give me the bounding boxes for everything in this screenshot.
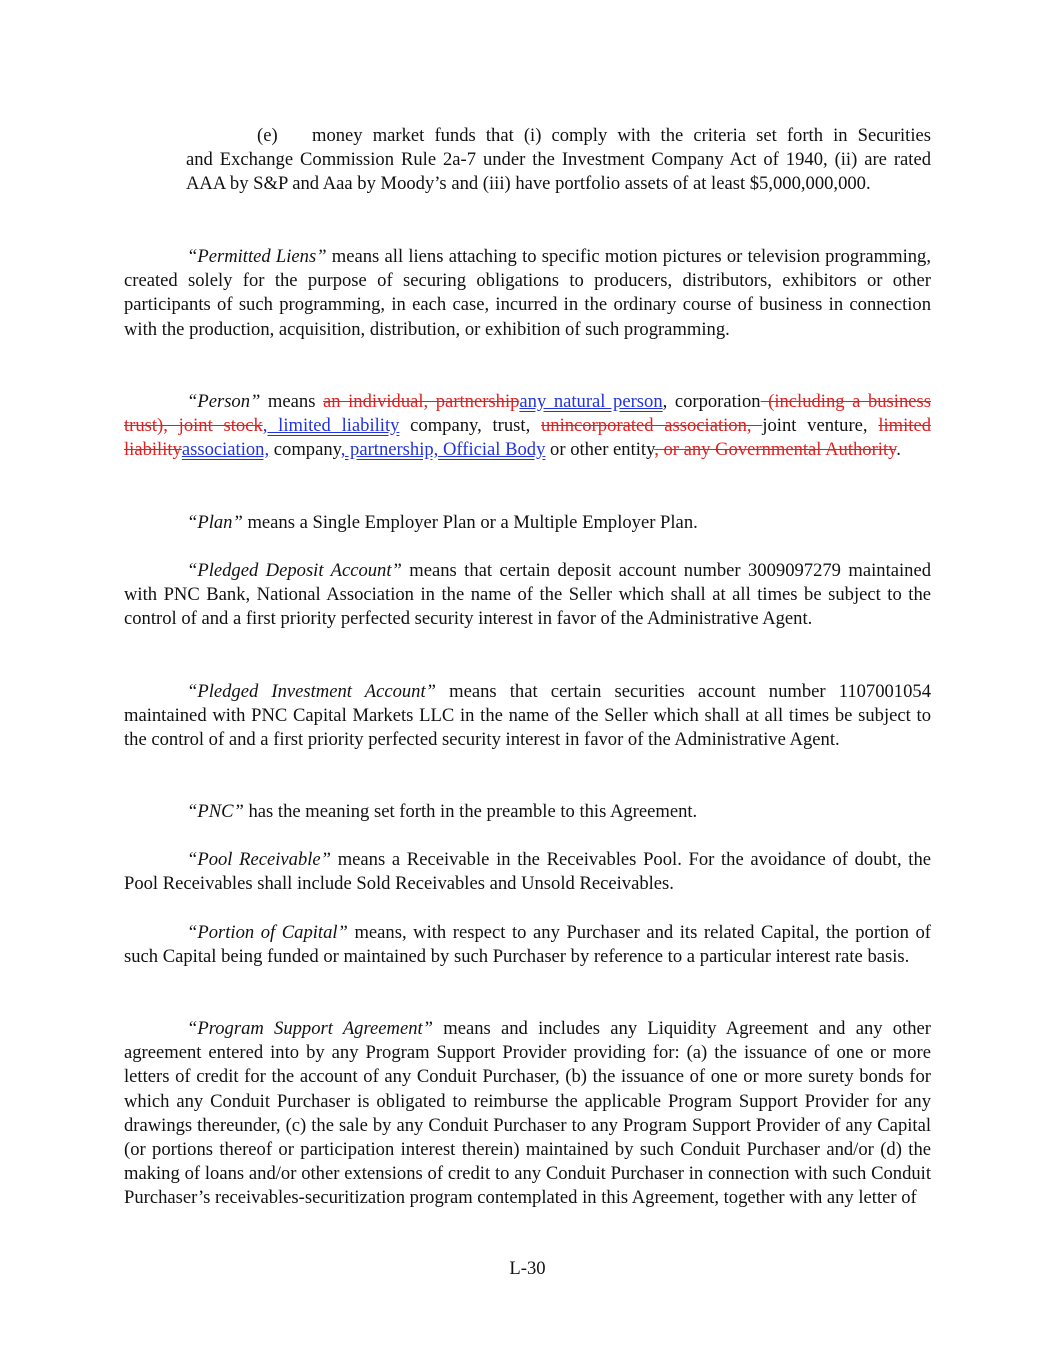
definition-pledged-deposit-account [124,559,931,632]
item-e-text: and Exchange Commission Rule 2a-7 under the Investment Company Act of 1940, (ii) are rated AAA by S&P and Aaa by Moody’s and (iii) have portfolio assets of at least $5,000,000,000. [186,149,931,195]
definition-program-support-agreement [124,1017,931,1211]
definition-text: or other entity [545,439,655,461]
definition-permitted-liens [124,245,931,342]
inserted-text: , partnership, Official Body [340,439,546,461]
definition-plan [124,511,931,535]
definition-text: company [269,439,341,461]
definition-text: joint venture, [762,415,879,437]
inserted-text: association, [181,439,270,461]
deleted-text: unincorporated association, [540,415,763,437]
page-number: L-30 [509,1258,546,1279]
definition-portion-of-capital [124,921,931,969]
definition-text: , corporation [662,391,761,412]
term-person: “Person” [187,391,261,412]
definition-text: means, with respect to any Purchaser and its related Capital, the portion of such Capital being funded or maintained by such Purchaser by reference to a particular interest rate basis. [124,922,931,968]
definition-text: has the meaning set forth in the preamble to this Agreement. [243,801,698,822]
item-e-first-line: money market funds that (i) comply with the criteria set forth in Securities [312,125,931,146]
definition-text: means that certain securities account number 1107001054 maintained with PNC Capital Markets LLC in the name of the Seller which shall at all times be subject to the control of and a first priority perfected security interest in favor of the Administrative Agent. [124,681,931,751]
term-portion-of-capital: “Portion of Capital” [187,922,348,943]
definition-person [124,390,931,463]
deleted-text: (including a business trust), joint stock [124,391,931,437]
term-pool-receivable: “Pool Receivable” [187,849,332,870]
definition-pnc [124,800,931,824]
definition-text: means all liens attaching to specific motion pictures or television programming, created solely for the purpose of securing obligations to producers, distributors, exhibitors or other participants of such programming, in each case, incurred in the ordinary course of business in connection with the production, acquisition, distribution, or exhibition of such programming. [124,246,932,340]
item-e-label: (e) [257,125,278,146]
term-pledged-investment-account: “Pledged Investment Account” [187,681,436,702]
definition-text: company, trust, [399,415,541,437]
inserted-text: , limited liability [262,415,400,437]
term-pledged-deposit-account: “Pledged Deposit Account” [187,560,402,581]
definition-pledged-investment-account [124,680,931,753]
definition-text: . [896,439,901,461]
term-plan: “Plan” [187,512,243,533]
definition-text: means a Single Employer Plan or a Multiple Employer Plan. [242,512,698,533]
term-pnc: “PNC” [187,801,244,822]
deleted-text: limited liability [124,415,931,461]
definition-text: means that certain deposit account number 3009097279 maintained with PNC Bank, National Association in the name of the Seller which shall at all times be subject to the control of and a first priority perfected security interest in favor of the Administrative Agent. [124,560,931,630]
item-e-paragraph [186,124,931,197]
definition-pool-receivable [124,848,931,896]
definition-text: means and includes any Liquidity Agreement and any other agreement entered into by any Program Support Provider providing for: (a) the issuance of one or more letters of credit for the account of any Conduit Purchaser, (b) the issuance of one or more surety bonds for which any Conduit Purchaser is obligated to reimburse the applicable Program Support Provider for any drawings thereunder, (c) the sale by any Conduit Purchaser to any Program Support Provider of any Capital (or portions thereof or participation interest therein) maintained by such Conduit Purchaser and/or (d) the making of loans and/or other extensions of credit to any Conduit Purchaser in connection with such Conduit Purchaser’s receivables-securitization program contemplated in this Agreement, together with any letter of [124,1018,931,1209]
inserted-text: any natural person [519,391,663,412]
term-permitted-liens: “Permitted Liens” [187,246,327,267]
term-program-support-agreement: “Program Support Agreement” [187,1018,434,1039]
definition-text: means a Receivable in the Receivables Pool. For the avoidance of doubt, the Pool Receivables shall include Sold Receivables and Unsold Receivables. [124,849,931,895]
deleted-text: , or any Governmental Authority [654,439,897,461]
definition-text: means [260,391,324,412]
deleted-text: an individual, partnership [323,391,520,412]
